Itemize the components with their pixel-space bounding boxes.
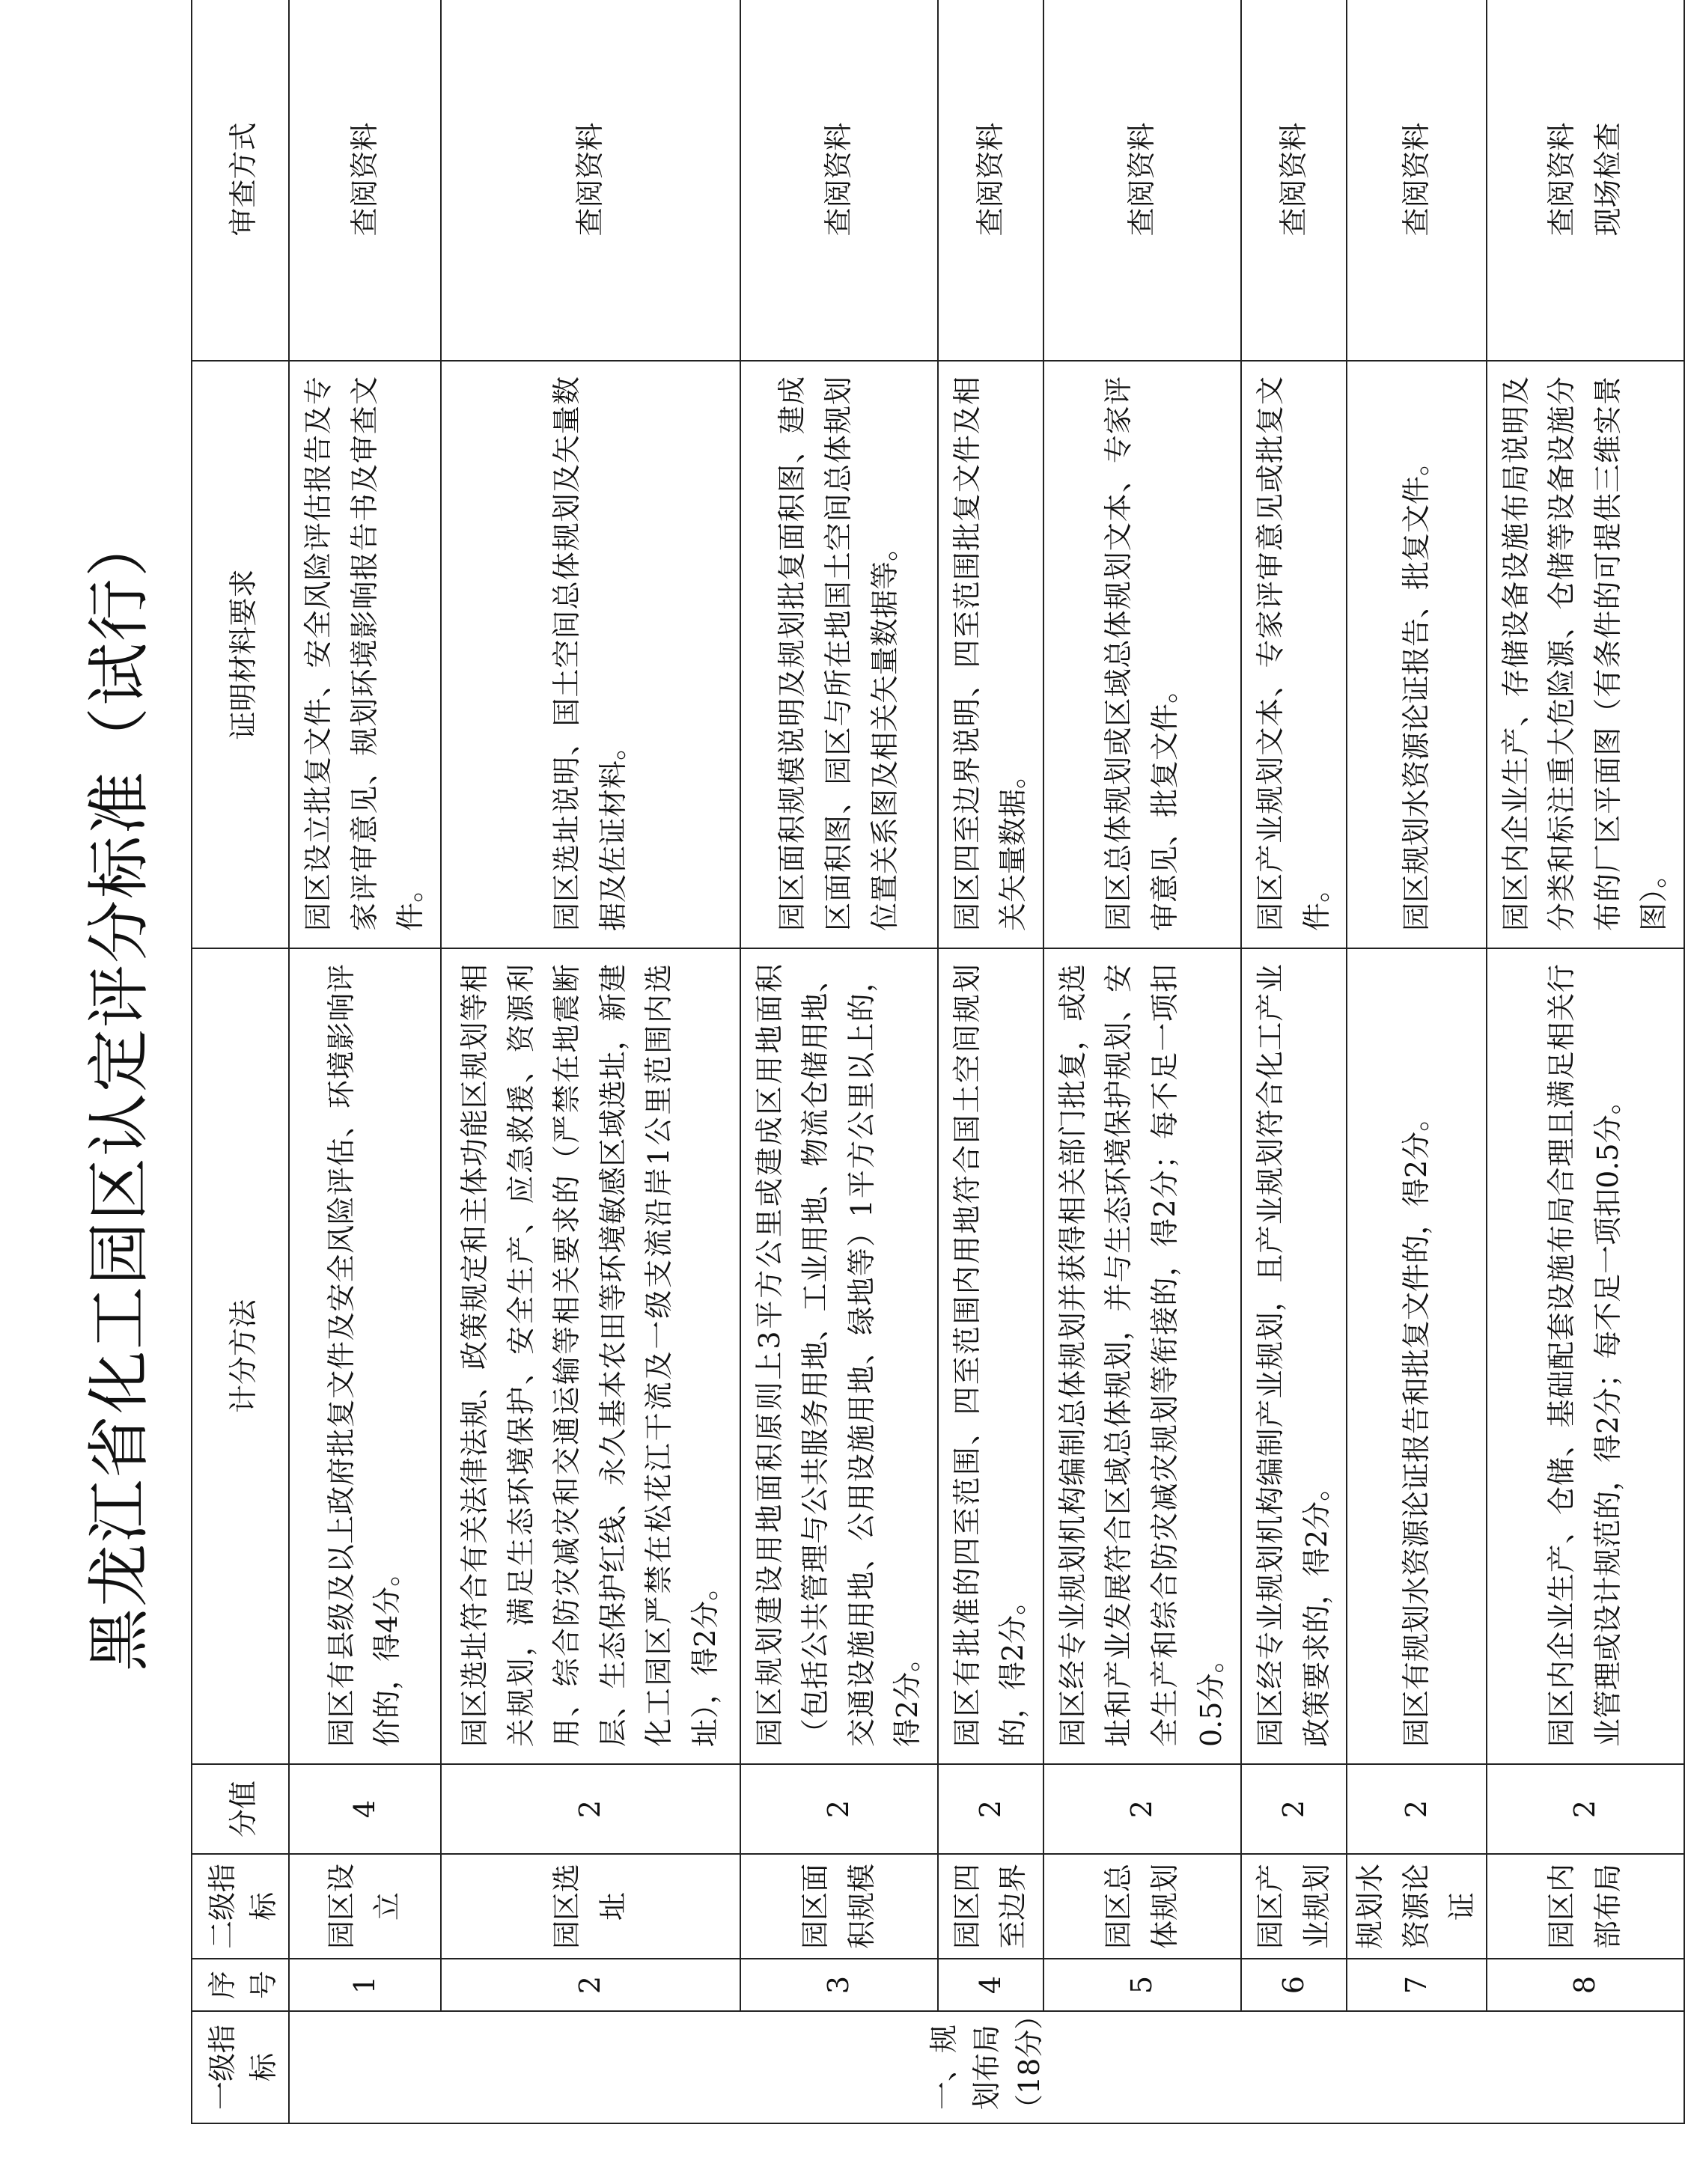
row-score: 2 xyxy=(1487,1764,1684,1854)
row-score: 2 xyxy=(1241,1764,1347,1854)
row-no: 4 xyxy=(938,1959,1043,2011)
row-evidence: 园区产业规划文本、专家评审意见或批复文件。 xyxy=(1241,361,1347,948)
row-method: 园区经专业规划机构编制产业规划，且产业规划符合化工产业政策要求的，得2分。 xyxy=(1241,948,1347,1764)
row-evidence: 园区面积规模说明及规划批复面积图、建成区面积图、园区与所在地国土空间总体规划位置关系图及相关矢量数据等。 xyxy=(740,361,938,948)
row-review: 查阅资料 xyxy=(441,0,740,361)
row-score: 2 xyxy=(1043,1764,1241,1854)
row-no: 7 xyxy=(1347,1959,1487,2011)
row-indicator: 园区面积规模 xyxy=(740,1854,938,1959)
table-row xyxy=(289,0,441,2123)
row-review: 查阅资料 现场检查 xyxy=(1487,0,1684,361)
row-indicator: 园区选址 xyxy=(441,1854,740,1959)
row-method: 园区规划建设用地面积原则上3平方公里或建成区用地面积（包括公共管理与公共服务用地、工业用地、物流仓储用地、交通设施用地、公用设施用地、绿地等）1平方公里以上的，得2分。 xyxy=(740,948,938,1764)
row-indicator: 园区总体规划 xyxy=(1043,1854,1241,1959)
table-row xyxy=(740,0,938,2123)
table-row xyxy=(441,0,740,2123)
row-no: 3 xyxy=(740,1959,938,2011)
row-score: 4 xyxy=(289,1764,441,1854)
row-no: 6 xyxy=(1241,1959,1347,2011)
table-row xyxy=(938,0,1043,2123)
row-score: 2 xyxy=(1347,1764,1487,1854)
row-evidence: 园区内企业生产、存储设备设施布局说明及分类和标注重大危险源、仓储等设备设施分布的厂区平面图（有条件的可提供三维实景图）。 xyxy=(1487,361,1684,948)
row-evidence: 园区设立批复文件、安全风险评估报告及专家评审意见、规划环境影响报告书及审查文件。 xyxy=(289,361,441,948)
header-score: 分值 xyxy=(192,1764,289,1854)
table-row xyxy=(1487,0,1684,2123)
row-score: 2 xyxy=(441,1764,740,1854)
row-method: 园区有县级及以上政府批复文件及安全风险评估、环境影响评价的，得4分。 xyxy=(289,948,441,1764)
row-review: 查阅资料 xyxy=(289,0,441,361)
header-level2: 二级指标 xyxy=(192,1854,289,1959)
table-row xyxy=(1241,0,1347,2123)
table-row xyxy=(1043,0,1241,2123)
table-row xyxy=(1347,0,1487,2123)
table-header-row xyxy=(192,0,289,2123)
row-indicator: 园区内部布局 xyxy=(1487,1854,1684,1959)
row-no: 5 xyxy=(1043,1959,1241,2011)
header-method: 计分方法 xyxy=(192,948,289,1764)
row-evidence: 园区四至边界说明、四至范围批复文件及相关矢量数据。 xyxy=(938,361,1043,948)
row-no: 1 xyxy=(289,1959,441,2011)
row-method: 园区选址符合有关法律法规、政策规定和主体功能区规划等相关规划，满足生态环境保护、安全生产、应急救援、资源利用、综合防灾减灾和交通运输等相关要求的（严禁在地震断层、生态保护红线、永久基本农田等环境敏感区域选址，新建化工园区严禁在松花江干流及一级支流沿岸1公里范围内选址），得2分。 xyxy=(441,948,740,1764)
scoring-table xyxy=(191,0,1685,2124)
row-method: 园区有规划水资源论证报告和批复文件的，得2分。 xyxy=(1347,948,1487,1764)
row-method: 园区内企业生产、仓储、基础配套设施布局合理且满足相关行业管理或设计规范的，得2分；每不足一项扣0.5分。 xyxy=(1487,948,1684,1764)
row-review: 查阅资料 xyxy=(938,0,1043,361)
page-title: 黑龙江省化工园区认定评分标准（试行） xyxy=(82,513,156,1672)
header-review: 审查方式 xyxy=(192,0,289,361)
row-indicator: 规划水资源论证 xyxy=(1347,1854,1487,1959)
row-no: 8 xyxy=(1487,1959,1684,2011)
row-score: 2 xyxy=(740,1764,938,1854)
row-evidence: 园区总体规划或区域总体规划文本、专家评审意见、批复文件。 xyxy=(1043,361,1241,948)
row-method: 园区经专业规划机构编制总体规划并获得相关部门批复，或选址和产业发展符合区域总体规划，并与生态环境保护规划、安全生产和综合防灾减灾规划等衔接的，得2分；每不足一项扣0.5分。 xyxy=(1043,948,1241,1764)
row-review: 查阅资料 xyxy=(1347,0,1487,361)
header-level1: 一级指标 xyxy=(192,2011,289,2123)
category-cell: 一、规划布局（18分） xyxy=(289,2011,1684,2123)
row-indicator: 园区产业规划 xyxy=(1241,1854,1347,1959)
row-method: 园区有批准的四至范围、四至范围内用地符合国土空间规划的，得2分。 xyxy=(938,948,1043,1764)
row-evidence: 园区选址说明、国土空间总体规划及矢量数据及佐证材料。 xyxy=(441,361,740,948)
header-evidence: 证明材料要求 xyxy=(192,361,289,948)
row-review: 查阅资料 xyxy=(740,0,938,361)
row-review: 查阅资料 xyxy=(1241,0,1347,361)
row-evidence: 园区规划水资源论证报告、批复文件。 xyxy=(1347,361,1487,948)
row-indicator: 园区四至边界 xyxy=(938,1854,1043,1959)
row-indicator: 园区设立 xyxy=(289,1854,441,1959)
header-no: 序号 xyxy=(192,1959,289,2011)
row-no: 2 xyxy=(441,1959,740,2011)
row-score: 2 xyxy=(938,1764,1043,1854)
row-review: 查阅资料 xyxy=(1043,0,1241,361)
